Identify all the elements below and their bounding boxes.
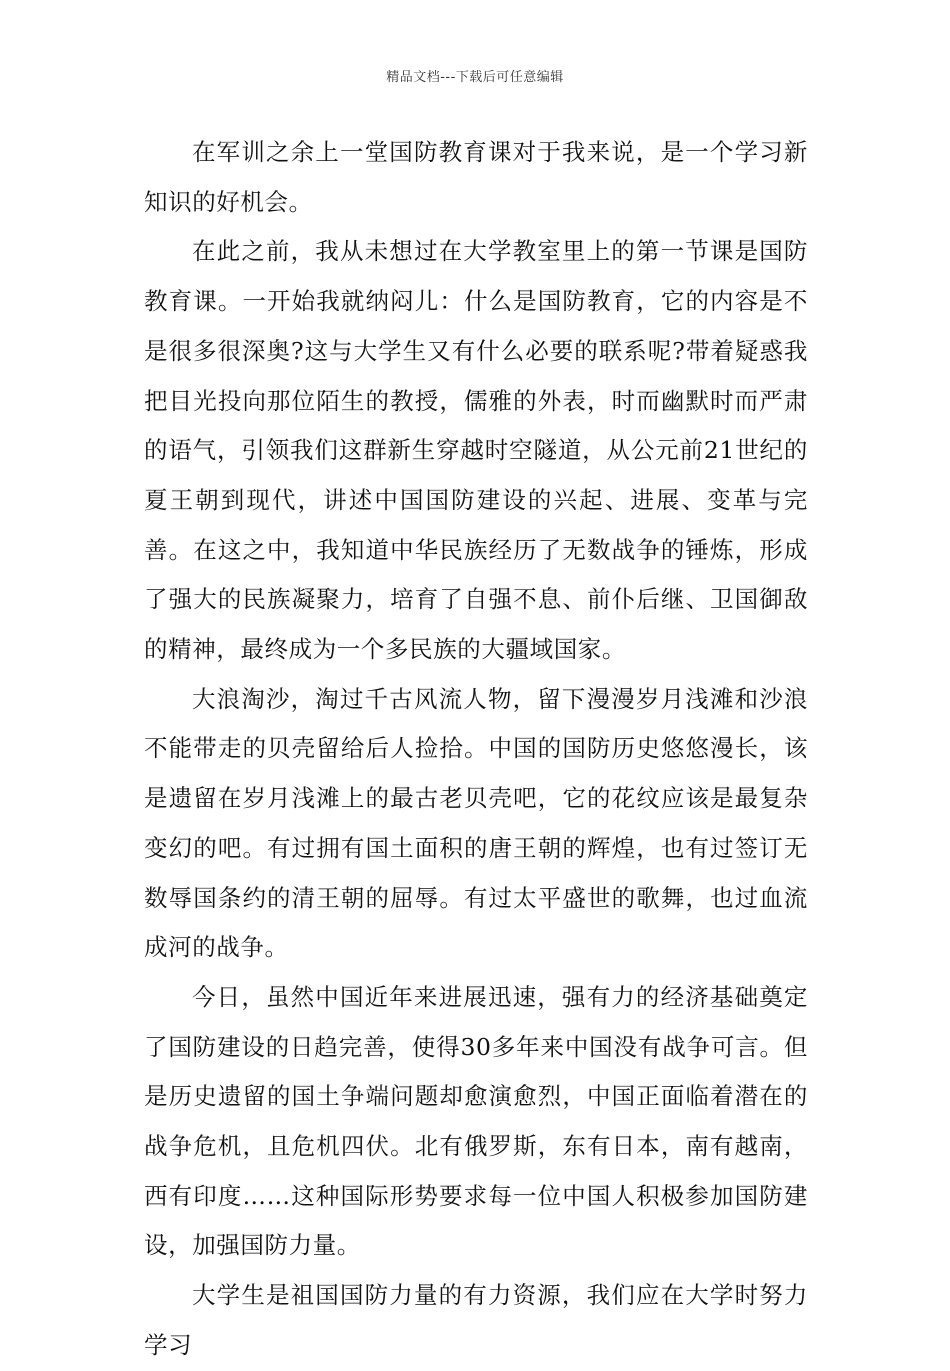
paragraph-1: 在军训之余上一堂国防教育课对于我来说，是一个学习新知识的好机会。: [144, 138, 808, 216]
paragraph-5: 大学生是祖国国防力量的有力资源，我们应在大学时努力学习: [144, 1281, 808, 1359]
document-body: [144, 128, 808, 1371]
page-header: 精品文档---下载后可任意编辑: [386, 70, 564, 85]
paragraph-3: 大浪淘沙，淘过千古风流人物，留下漫漫岁月浅滩和沙浪不能带走的贝壳留给后人捡拾。中国的国防历史悠悠漫长，该是遗留在岁月浅滩上的最古老贝壳吧，它的花纹应该是最复杂变幻的吧。有过拥有国土面积的唐王朝的辉煌，也有过签订无数辱国条约的清王朝的屈辱。有过太平盛世的歌舞，也过血流成河的战争。: [144, 684, 808, 962]
paragraph-4: 今日，虽然中国近年来进展迅速，强有力的经济基础奠定了国防建设的日趋完善，使得30多年来中国没有战争可言。但是历史遗留的国土争端问题却愈演愈烈，中国正面临着潜在的战争危机，且危机四伏。北有俄罗斯，东有日本，南有越南，西有印度……这种国际形势要求每一位中国人积极参加国防建设，加强国防力量。: [144, 982, 808, 1260]
paragraph-2: 在此之前，我从未想过在大学教室里上的第一节课是国防教育课。一开始我就纳闷儿：什么是国防教育，它的内容是不是很多很深奥?这与大学生又有什么必要的联系呢?带着疑惑我把目光投向那位陌生的教授，儒雅的外表，时而幽默时而严肃的语气，引领我们这群新生穿越时空隧道，从公元前21世纪的夏王朝到现代，讲述中国国防建设的兴起、进展、变革与完善。在这之中，我知道中华民族经历了无数战争的锤炼，形成了强大的民族凝聚力，培育了自强不息、前仆后继、卫国御敌的精神，最终成为一个多民族的大疆域国家。: [144, 237, 808, 664]
